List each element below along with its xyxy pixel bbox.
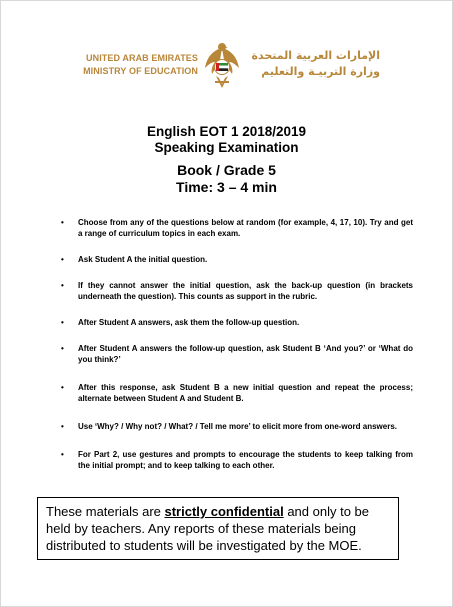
instruction-item — [58, 280, 413, 302]
arabic-line-1: الإمارات العربية المتحدة — [251, 49, 380, 62]
instruction-item — [58, 254, 413, 265]
exam-title-block — [0, 124, 453, 196]
ministry-name-english — [80, 52, 198, 78]
bullet-icon: • — [61, 344, 64, 353]
bullet-icon: • — [61, 218, 64, 227]
instruction-item — [58, 382, 413, 404]
instruction-text: Choose from any of the questions below at random (for example, 4, 17, 10). Try and get a range of curriculum topics in each exam. — [78, 218, 413, 238]
bullet-icon: • — [61, 422, 64, 431]
instruction-item — [58, 449, 413, 471]
exam-time: Time: 3 – 4 min — [176, 179, 277, 195]
instruction-item — [58, 317, 413, 328]
ministry-header — [0, 38, 453, 98]
bullet-icon: • — [61, 383, 64, 392]
instruction-text: After Student A answers the follow-up question, ask Student B ‘And you?’ or ‘What do you think?’ — [78, 344, 413, 364]
notice-text-after: and only to be held by teachers. Any reports of these materials being distributed to students will be investigated by the MOE. — [46, 504, 369, 553]
instruction-text: For Part 2, use gestures and prompts to encourage the students to keep talking from the initial prompt; and to keep talking to each other. — [78, 450, 413, 470]
bullet-icon: • — [61, 255, 64, 264]
arabic-line-2: وزارة التربيـة والتعليم — [261, 65, 380, 78]
ministry-name-arabic — [250, 48, 380, 80]
instruction-text: After Student A answers, ask them the follow-up question. — [78, 318, 300, 327]
book-grade: Book / Grade 5 — [177, 162, 276, 178]
instruction-text: Use ‘Why? / Why not? / What? / Tell me more’ to elicit more from one-word answers. — [78, 422, 398, 431]
instruction-text: After this response, ask Student B a new initial question and repeat the process; alternate between Student A and Student B. — [78, 383, 413, 403]
bullet-icon: • — [61, 450, 64, 459]
instruction-item — [58, 421, 413, 432]
bullet-icon: • — [61, 318, 64, 327]
instruction-text: Ask Student A the initial question. — [78, 255, 208, 264]
notice-text-before: These materials are — [46, 504, 165, 519]
exam-subtitle: Speaking Examination — [154, 140, 299, 155]
instruction-text: If they cannot answer the initial question, ask the back-up question (in brackets underneath the question). This counts as support in the rubric. — [78, 281, 413, 301]
bullet-icon: • — [61, 281, 64, 290]
instruction-item — [58, 217, 413, 239]
english-line-2: MINISTRY OF EDUCATION — [83, 66, 198, 76]
instructions-list — [58, 217, 413, 486]
exam-title: English EOT 1 2018/2019 — [146, 124, 307, 139]
confidentiality-notice — [37, 497, 399, 560]
notice-emphasis: strictly confidential — [164, 504, 284, 519]
english-line-1: UNITED ARAB EMIRATES — [86, 53, 198, 63]
instruction-item — [58, 343, 413, 365]
uae-falcon-emblem-icon — [202, 40, 242, 90]
